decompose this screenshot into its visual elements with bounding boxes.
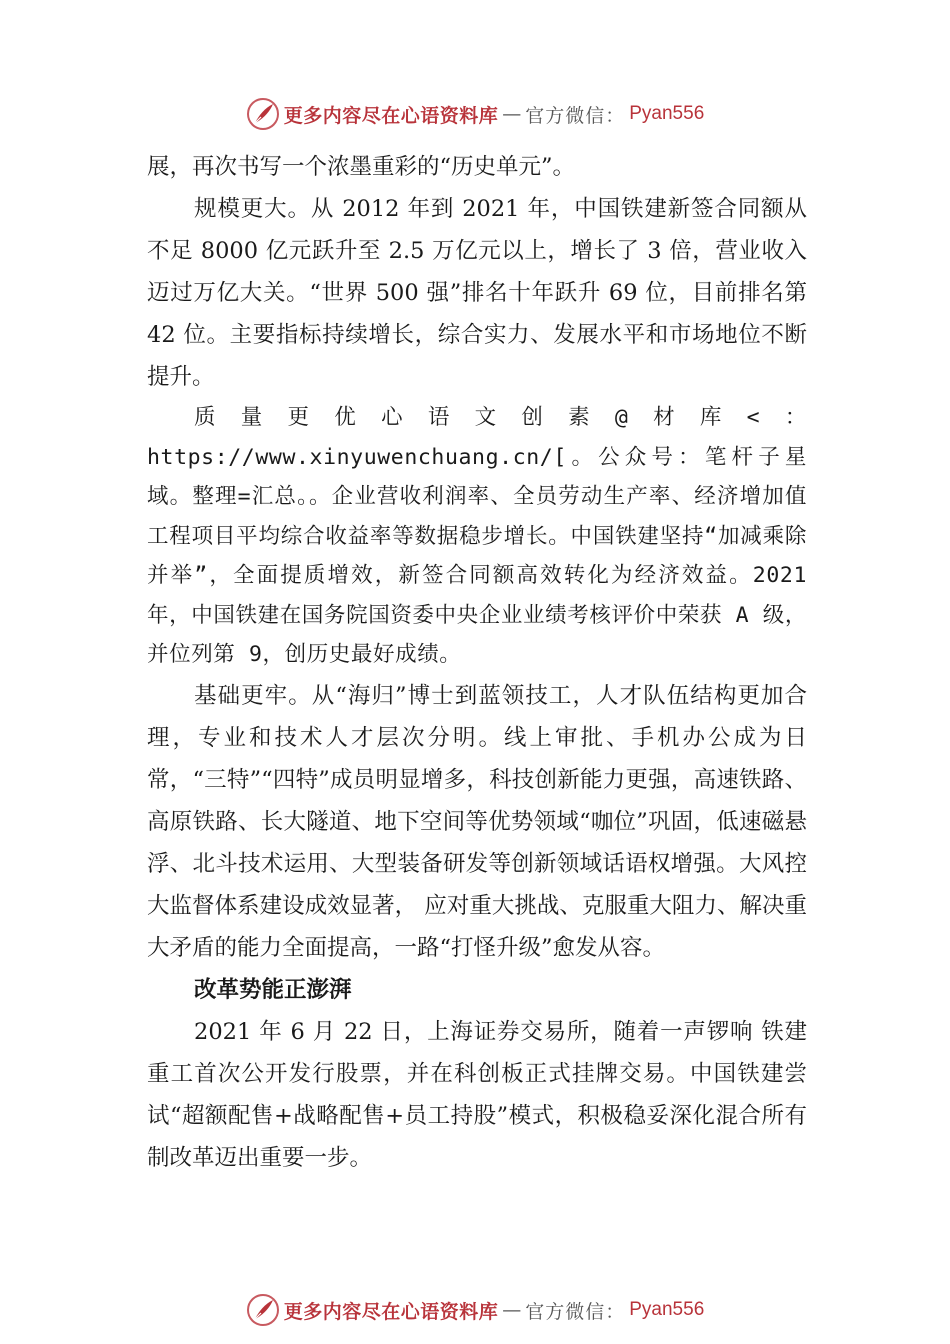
- watermark-wechat-id: Pyan556: [629, 103, 705, 124]
- document-body: [147, 146, 807, 1179]
- watermark-text: 更多内容尽在心语资料库: [283, 104, 499, 127]
- watermark-separator: —: [502, 1299, 522, 1321]
- paragraph-reform: 2021 年 6 月 22 日，上海证券交易所，随着一声锣响 铁建重工首次公开发行股票，并在科创板正式挂牌交易。中国铁建尝试“超额配售+战略配售+员工持股”模式，积极稳妥深化混合所有制改革迈出重要一步。: [147, 1018, 807, 1171]
- watermark-separator: —: [502, 103, 522, 125]
- section-heading: 改革势能正澎湃: [194, 976, 352, 1003]
- paragraph-foundation: 基础更牢。从“海归”博士到蓝领技工，人才队伍结构更加合理，专业和技术人才层次分明。线上审批、手机办公成为日常，“三特”“四特”成员明显增多，科技创新能力更强，高速铁路、高原铁路、长大隧道、地下空间等优势领域“咖位”巩固，低速磁悬浮、北斗技术运用、大型装备研发等创新领域话语权增强。大风控大监督体系建设成效显著， 应对重大挑战、克服重大阻力、解决重大矛盾的能力全面提高，一路“打怪升级”愈发从容。: [147, 682, 807, 961]
- quill-logo-icon: [246, 97, 280, 131]
- paragraph-quality: 质量更优心语文创素@材库<：https://www.xinyuwenchuang.cn/[。公众号：笔杆子星域。整理=汇总。。企业营收利润率、全员劳动生产率、经济增加值工程项目平均综合收益率等数据稳步增长。中国铁建坚持“加减乘除并举”，全面提质增效，新签合同额高效转化为经济效益。2021 年，中国铁建在国务院国资委中央企业业绩考核评价中荣获 A 级，并位列第 9，创历史最好成绩。: [147, 405, 807, 667]
- quill-logo-icon: [246, 1293, 280, 1327]
- watermark-wechat-label: 官方微信：: [525, 104, 626, 127]
- watermark-wechat-label: 官方微信：: [525, 1300, 626, 1323]
- paragraph-scale: 规模更大。从 2012 年到 2021 年，中国铁建新签合同额从不足 8000 亿元跃升至 2.5 万亿元以上，增长了 3 倍，营业收入迈过万亿大关。“世界 500 强”排名十年跃升 69 位，目前排名第 42 位。主要指标持续增长，综合实力、发展水平和市场地位不断提升。: [147, 196, 807, 390]
- watermark-text: 更多内容尽在心语资料库: [283, 1300, 499, 1323]
- paragraph-continuation: 展，再次书写一个浓墨重彩的“历史单元”。: [147, 154, 576, 180]
- watermark-footer: [0, 1292, 950, 1328]
- watermark-wechat-id: Pyan556: [629, 1299, 705, 1320]
- watermark-header: [0, 96, 950, 132]
